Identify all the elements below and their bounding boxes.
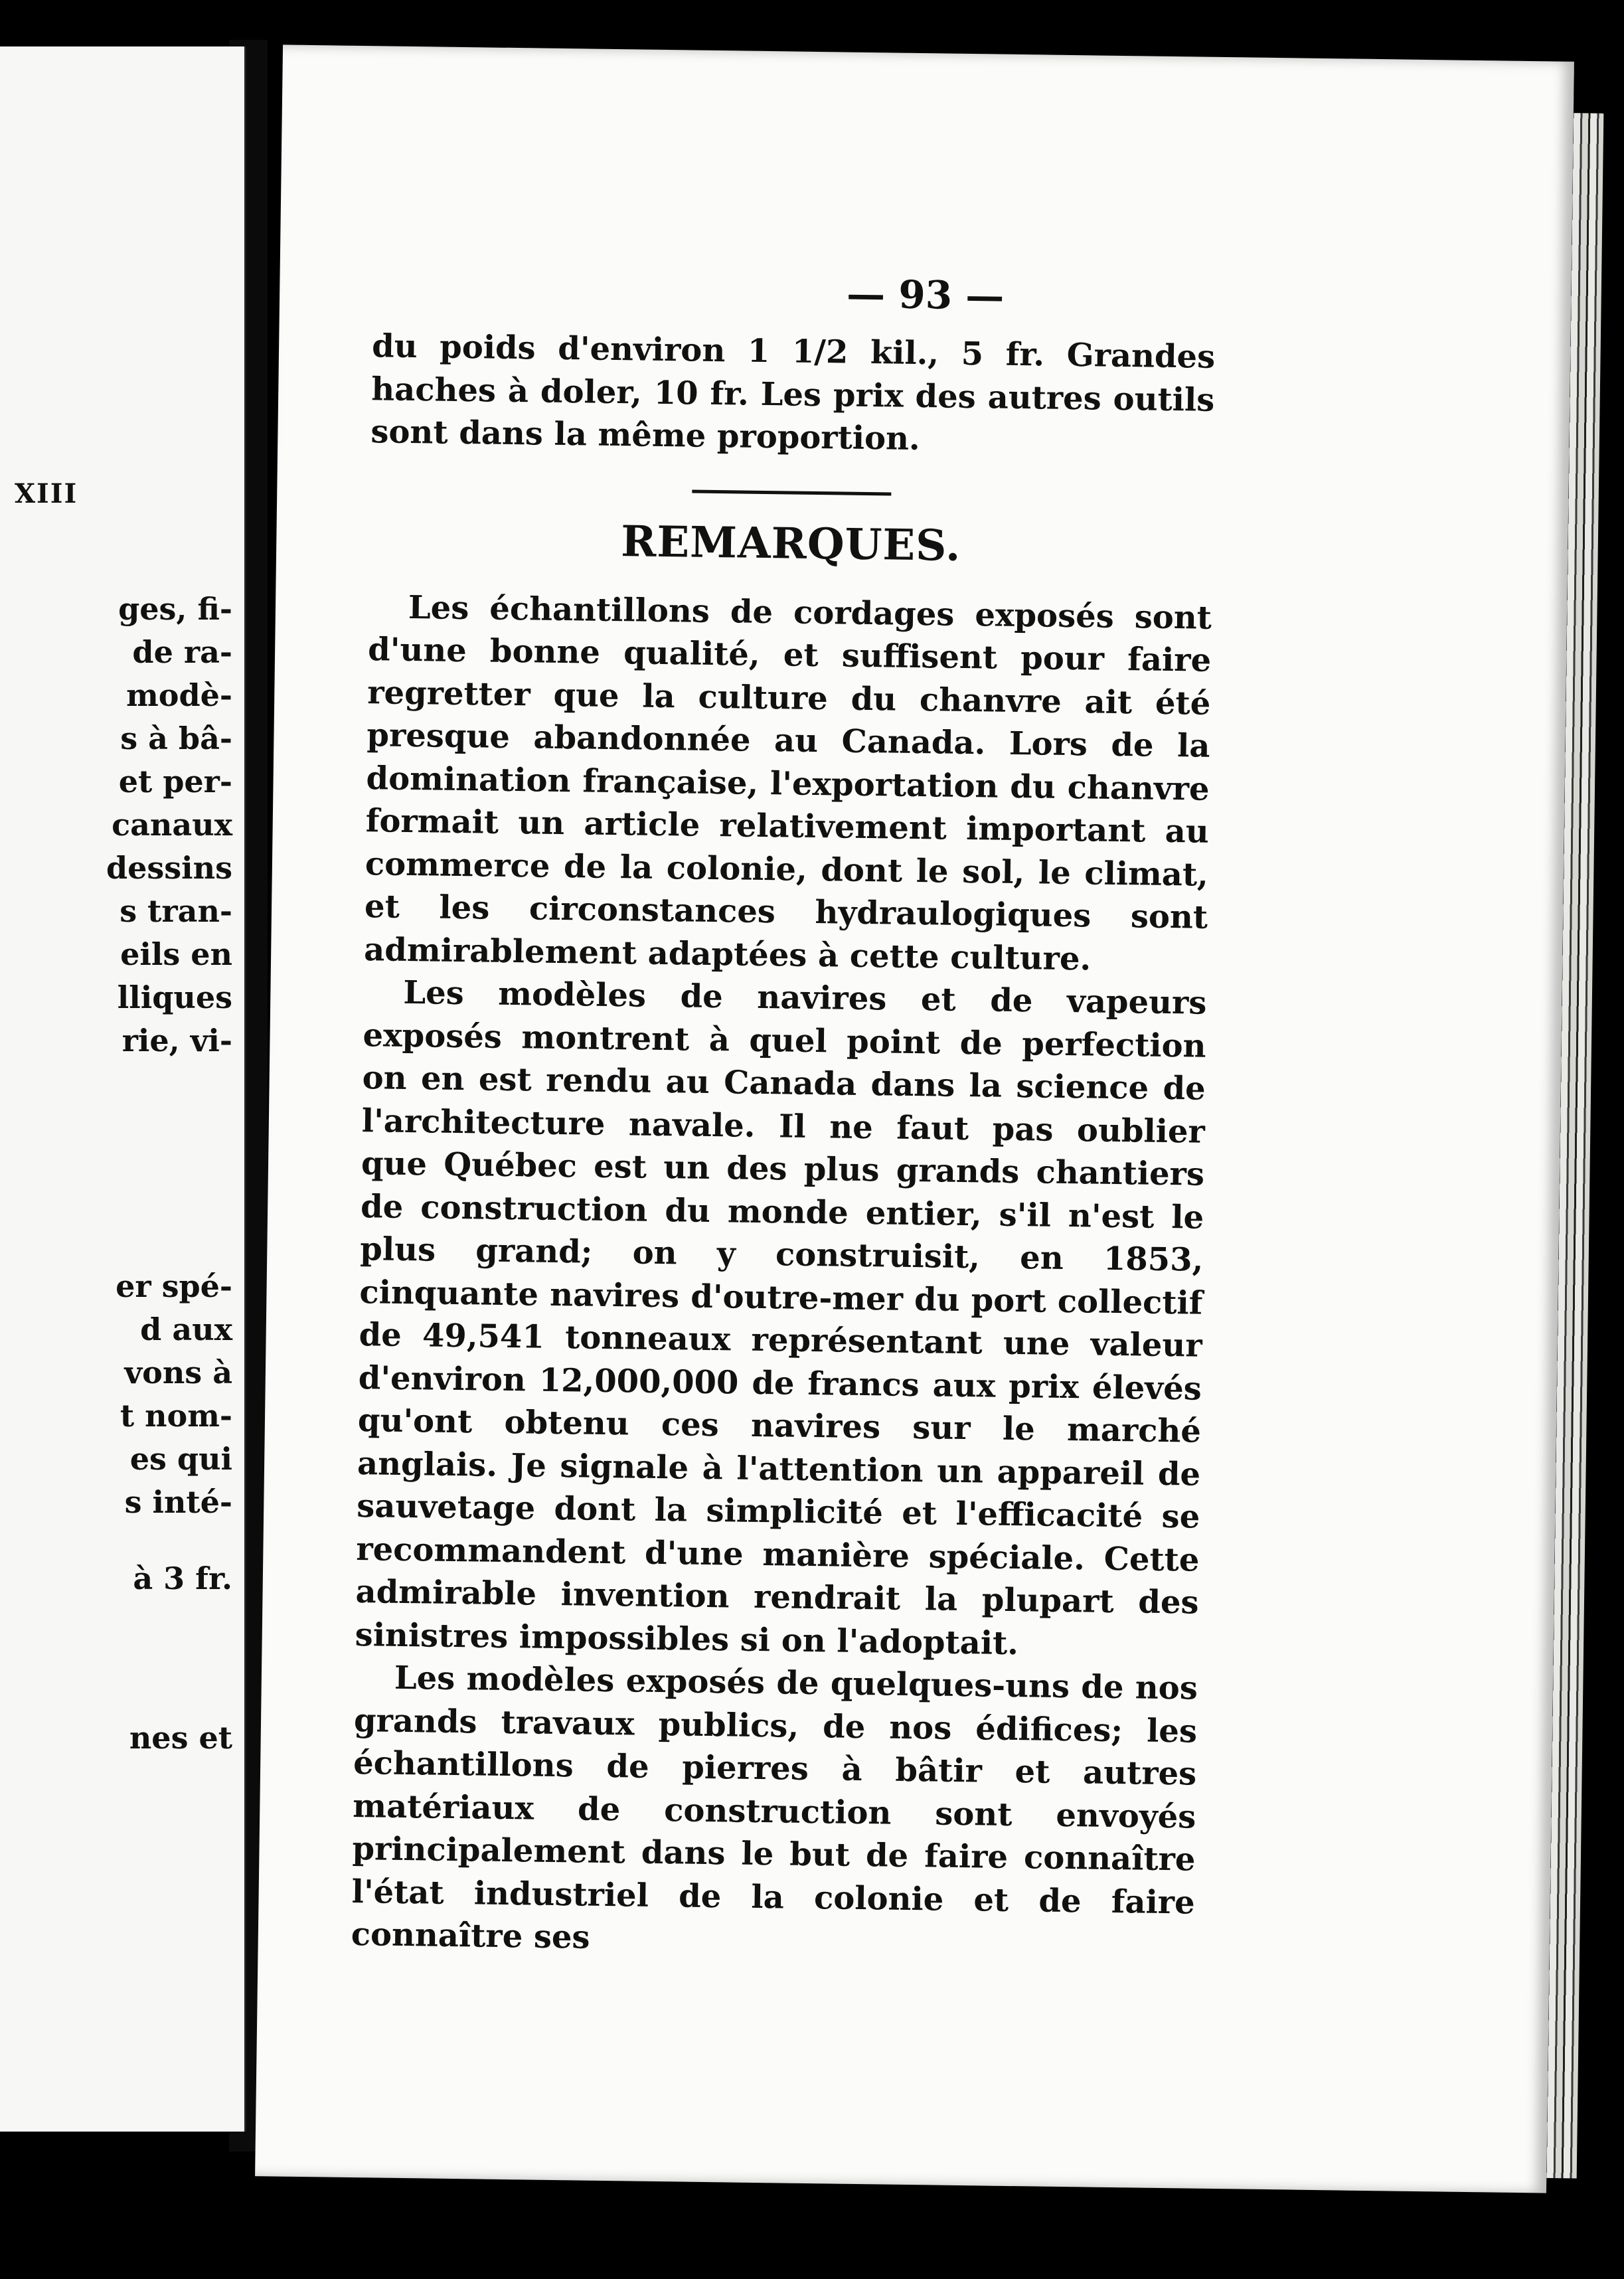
paragraph: Les modèles de navires et de vapeurs exposés montrent à quel point de perfection on en est rendu au Canada dans la science de l'architecture navale. Il ne faut pas oublier que Québec est un des plus grands chantiers de construction du monde entier, s'il n'est le plus grand; on y construisit, en 1853, cinquante navires d'outre-mer du port collectif de 49,541 tonneaux représentant une valeur d'environ 12,000,000 de francs aux prix élevés qu'ont obtenu ces navires sur le marché anglais. Je signale à l'attention un appareil de sauvetage dont la simplicité et l'efficacité se recommandent d'une manière spéciale. Cette admirable invention rendrait la plupart des sinistres impossibles si on l'adoptait. bbox=[355, 973, 1207, 1662]
fragment-line: lliques bbox=[117, 979, 232, 1015]
fragment-line: dessins bbox=[106, 850, 232, 886]
fragment-line: t nom- bbox=[120, 1398, 232, 1434]
fragment-line: s inté- bbox=[124, 1484, 232, 1520]
fragment-line: s à bâ- bbox=[120, 720, 232, 756]
paragraph: Les modèles exposés de quelques-uns de nos grands travaux publics, de nos édifices; les échantillons de pierres à bâtir et autres matériaux de construction sont envoyés principalement dans le but de faire connaître l'état industriel de la colonie et de faire connaître ses bbox=[351, 1659, 1198, 1956]
roman-page-number: XIII bbox=[15, 478, 78, 509]
page-number: — 93 — bbox=[846, 271, 1005, 319]
fragment-line: d aux bbox=[140, 1311, 232, 1347]
fragment-line: à 3 fr. bbox=[133, 1561, 232, 1596]
page-body bbox=[351, 325, 1215, 1967]
fragment-line: ges, fi- bbox=[118, 591, 232, 627]
section-heading: REMARQUES. bbox=[620, 516, 961, 571]
previous-page-fragment bbox=[0, 46, 246, 2132]
fragment-line: es qui bbox=[129, 1441, 232, 1477]
fragment-line: canaux bbox=[112, 807, 232, 843]
fragment-line: modè- bbox=[126, 677, 232, 713]
fragment-line: et per- bbox=[118, 764, 232, 800]
fragment-line: nes et bbox=[129, 1720, 232, 1756]
intro-paragraph: du poids d'environ 1 1/2 kil., 5 fr. Grandes haches à doler, 10 fr. Les prix des autres outils sont dans la même proportion. bbox=[370, 327, 1216, 458]
fragment-line: s tran- bbox=[120, 893, 232, 929]
book-page bbox=[255, 44, 1574, 2193]
fragment-line: de ra- bbox=[132, 634, 232, 670]
fragment-line: vons à bbox=[124, 1355, 232, 1391]
paragraph: Les échantillons de cordages exposés sont d'une bonne qualité, et suffisent pour faire regretter que la culture du chanvre ait été presque abandonnée au Canada. Lors de la domination française, l'exportation du chanvre formait un article relativement important au commerce de la colonie, dont le sol, le climat, et les circonstances hydraulogiques sont admirablement adaptées à cette culture. bbox=[363, 588, 1212, 977]
section-divider bbox=[692, 489, 891, 495]
fragment-line: rie, vi- bbox=[122, 1023, 232, 1058]
fragment-line: eils en bbox=[120, 936, 232, 972]
fragment-line: er spé- bbox=[116, 1268, 232, 1304]
